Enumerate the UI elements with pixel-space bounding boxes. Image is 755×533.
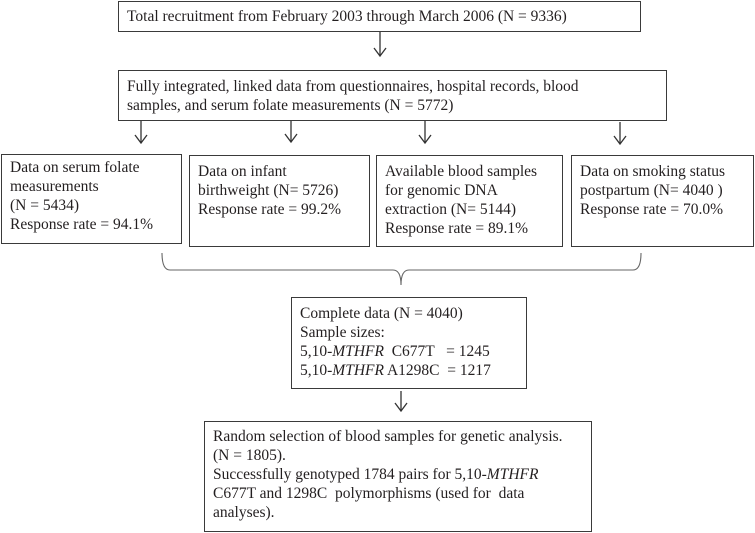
branch-line: Available blood samples bbox=[385, 163, 538, 180]
branch-box-serum-folate bbox=[1, 154, 182, 244]
branch-box-birthweight bbox=[189, 155, 370, 247]
complete-sample-c677t bbox=[300, 342, 518, 361]
integrated-line-1: Fully integrated, linked data from questionnaires, hospital records, blood bbox=[127, 78, 579, 95]
branch-line: postpartum (N= 4040 ) bbox=[580, 182, 723, 199]
complete-sample-a1298c bbox=[300, 361, 518, 380]
branch-line: Response rate = 94.1% bbox=[10, 216, 154, 233]
branch-box-blood-samples bbox=[376, 155, 563, 247]
branch-line: Response rate = 99.2% bbox=[198, 201, 342, 218]
recruitment-box bbox=[118, 1, 641, 32]
gene-prefix: 5,10- bbox=[300, 343, 333, 360]
branch-line: Data on serum folate bbox=[10, 159, 140, 176]
random-selection-box bbox=[204, 421, 592, 532]
complete-line-2: Sample sizes: bbox=[300, 324, 385, 341]
arrow-down-icon bbox=[285, 120, 297, 142]
random-line-1: Random selection of blood samples for genetic analysis. bbox=[213, 428, 563, 445]
sample-size: A1298C = 1217 bbox=[383, 362, 491, 379]
arrow-down-icon bbox=[374, 32, 386, 56]
random-line-4: C677T and 1298C polymorphisms (used for data bbox=[213, 485, 525, 502]
random-line-3 bbox=[213, 465, 583, 484]
random-line-2: (N = 1805). bbox=[213, 447, 286, 464]
genotyped-text: Successfully genotyped 1784 pairs for 5,10- bbox=[213, 466, 487, 483]
branch-line: Response rate = 70.0% bbox=[580, 201, 724, 218]
random-line-5: analyses). bbox=[213, 504, 275, 521]
gene-name: MTHFR bbox=[332, 362, 384, 379]
branch-line: Data on smoking status bbox=[580, 163, 726, 180]
arrow-down-icon bbox=[395, 391, 407, 411]
branch-line: birthweight (N= 5726) bbox=[198, 182, 339, 199]
gene-prefix: 5,10- bbox=[300, 362, 333, 379]
merge-brace bbox=[162, 253, 641, 285]
arrow-down-icon bbox=[135, 121, 147, 143]
branch-line: for genomic DNA bbox=[385, 182, 498, 199]
branch-line: extraction (N= 5144) bbox=[385, 201, 516, 218]
complete-data-box bbox=[291, 297, 527, 389]
integrated-data-box bbox=[118, 70, 667, 121]
recruitment-text: Total recruitment from February 2003 through March 2006 (N = 9336) bbox=[127, 8, 567, 25]
branch-line: (N = 5434) bbox=[10, 197, 80, 214]
gene-name: MTHFR bbox=[486, 466, 539, 483]
complete-line-1: Complete data (N = 4040) bbox=[300, 305, 463, 322]
branch-line: Data on infant bbox=[198, 163, 287, 180]
branch-line: measurements bbox=[10, 178, 99, 195]
branch-box-smoking bbox=[571, 155, 754, 247]
gene-name: MTHFR bbox=[332, 343, 384, 360]
integrated-line-2: samples, and serum folate measurements (N = 5772) bbox=[127, 97, 454, 114]
arrow-down-icon bbox=[419, 121, 431, 143]
arrow-down-icon bbox=[614, 122, 626, 144]
branch-line: Response rate = 89.1% bbox=[385, 220, 529, 237]
sample-size: C677T = 1245 bbox=[383, 343, 490, 360]
